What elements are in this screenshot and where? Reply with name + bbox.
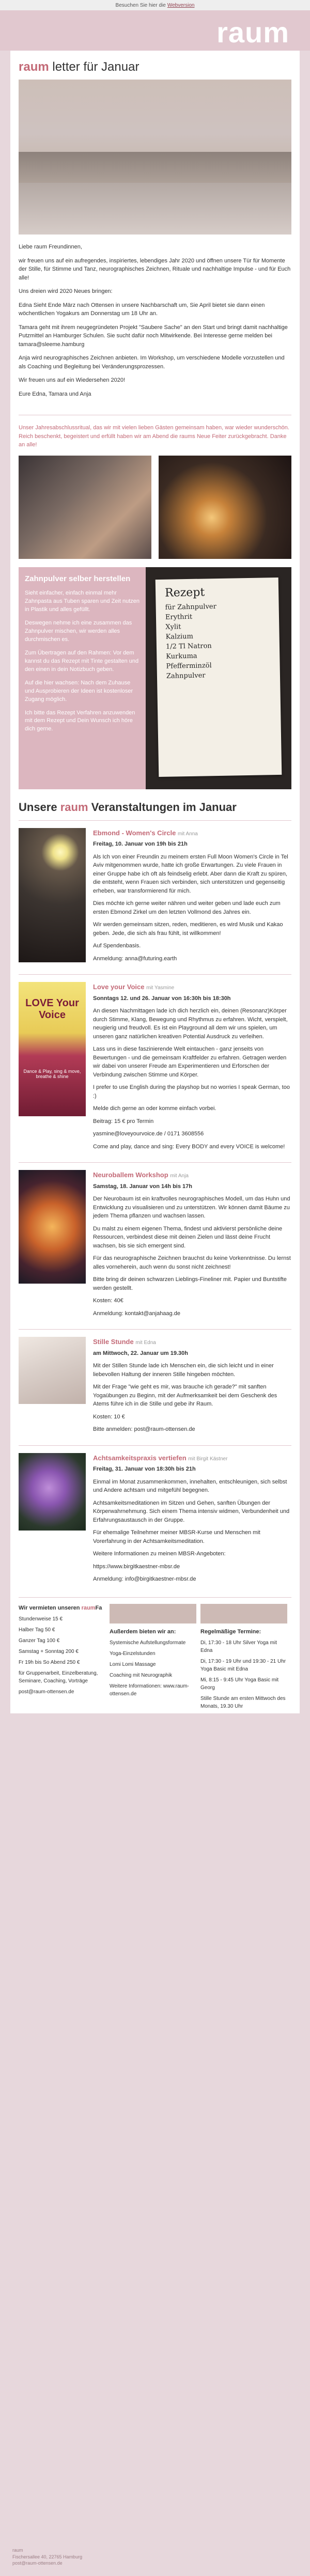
zahnpulver-p3: Zum Übertragen auf den Rahmen: Vor dem kannst du das Rezept mit Tinte gestalten und den einen in dein Notizbuch geben. [25, 649, 139, 673]
intro-p5: Tamara geht mit ihrem neugegründeten Projekt "Saubere Sache" an den Start und bringt damit nachhaltige Putzmittel an Hamburger Schulen. Sie sucht dafür noch Mitwirkende. Bei Interesse gerne melden bei tamara@sleeme.hamburg [19, 324, 288, 348]
event-p: Für das neurographische Zeichnen brauchst du keine Vorkenntnisse. Du lernst alles vorneherein, auch wenn du sonst nicht zeichnest! [93, 1255, 291, 1270]
zahnpulver-heading: Zahnpulver selber herstellen [25, 574, 131, 583]
intro-p2: wir freuen uns auf ein aufregendes, inspiriertes, lebendiges Jahr 2020 und öffnen unsere Tür für Momente der Stille, für Stimme und Tanz, neurographisches Zeichnen, Rituale und nachhaltige Impulse - und für Euch alle! [19, 257, 291, 281]
event-date: Freitag, 31. Januar von 18:30h bis 21h [93, 1466, 196, 1472]
footer-line: Fr 19h bis So Abend 250 € [19, 1660, 80, 1665]
recipe-line: für Zahnpulver [165, 602, 216, 612]
recipe-line: Zahnpulver [166, 671, 206, 680]
event-date: Samstag, 18. Januar von 14h bis 17h [93, 1183, 192, 1190]
header [0, 10, 310, 51]
footer-line: Ganzer Tag 100 € [19, 1638, 60, 1644]
event-p: Weitere Informationen zu meinen MBSR-Angeboten: [93, 1551, 226, 1557]
recipe-line: Xylit [165, 622, 181, 631]
event-p: An diesen Nachmittagen lade ich dich herzlich ein, deinen (Resonanz)Körper durch Stimme, Klang, Bewegung und Rhythmus zu erfahren. Wicht, verspielt, neugierig und freudvoll. Es ist ein Playground all dem wir uns spielen, um unseren ganz natürlichen kreativen Potential Ausdruck zu verleihen. [93, 1008, 288, 1040]
footer-line: Systemische Aufstellungsformate [110, 1640, 186, 1646]
footer-line[interactable]: Weitere Informationen: www.raum-ottensen.de [110, 1683, 189, 1697]
zahnpulver-block [19, 567, 291, 789]
webversion-text: Besuchen Sie hier die [115, 2, 166, 8]
ritual-photos [19, 456, 291, 559]
group-photo [19, 456, 151, 559]
event-p: Lass uns in diese faszinierende Welt eintauchen - ganz jenseits von Bewertungen - und die gemeinsam Kraftfelder zu erfahren. Getragen werden wir dabei von unserer Freude am Experimentieren und Erforschen der Verbindung zwischen Stimme und Körper. [93, 1046, 287, 1078]
footer-line: für Gruppenarbeit, Einzelberatung, Seminare, Coaching, Vorträge [19, 1671, 98, 1684]
bottom-line: Fischersallee 40, 22765 Hamburg [12, 2554, 83, 2559]
zahnpulver-p2: Deswegen nehme ich eine zusammen das Zahnpulver mischen, wir werden alles durchmischen es. [25, 620, 132, 643]
event-p: Einmal im Monat zusammenkommen, innehalten, entschleunigen, sich selbst und Andere achtsam und mitgefühl begegnen. [93, 1478, 287, 1493]
event-signup[interactable]: Anmeldung: anna@futuring.earth [93, 955, 177, 962]
event-link[interactable]: https://www.birgitkaestner-mbsr.de [93, 1563, 180, 1570]
footer-regular-heading: Regelmäßige Termine: [200, 1628, 261, 1635]
footer-rental-heading-pre: Wir vermieten unseren [19, 1604, 82, 1611]
moon-image [19, 828, 86, 962]
bottom-line: raum [12, 2548, 23, 2553]
event-p: Auf Spendenbasis. [93, 943, 141, 949]
recipe-line: Pfefferminzöl [166, 661, 212, 670]
event-title [93, 1337, 291, 1347]
voice-image-sub: Dance & Play, sing & move, breathe & shine [23, 1069, 81, 1079]
flower-image [19, 1453, 86, 1531]
footer-line: Stundenweise 15 € [19, 1616, 63, 1622]
events-heading-pre: Unsere [19, 800, 60, 814]
event-p: Mit der Stillen Stunde lade ich Menschen ein, die sich leicht und in einer liebevollen Haltung der inneren Stille hingeben möchten. [93, 1363, 274, 1378]
event-p: Bitte bring dir deinen schwarzen Lieblings-Fineliner mit. Papier und Buntstifte werden gestellt. [93, 1276, 287, 1291]
event-love-your-voice [19, 974, 291, 1155]
footer-line: Coaching mit Neurographik [110, 1673, 173, 1678]
footer-rental-heading-post: Fa [95, 1604, 102, 1611]
event-title-text: Achtsamkeitspraxis vertiefen [93, 1454, 187, 1462]
webversion-bar [0, 0, 310, 10]
intro-p7: Wir freuen uns auf ein Wiedersehen 2020! [19, 377, 126, 383]
event-title-text: Stille Stunde [93, 1338, 134, 1346]
recipe-card [156, 577, 282, 776]
footer-line: Di, 17:30 - 18 Uhr Silver Yoga mit Edna [200, 1640, 277, 1653]
webversion-link[interactable]: Webversion [167, 2, 195, 8]
recipe-line: Kurkuma [166, 652, 197, 661]
event-price: Beitrag: 15 € pro Termin [93, 1118, 154, 1125]
intro-p1: Liebe raum Freundinnen, [19, 244, 82, 250]
event-contact[interactable]: yasmine@loveyourvoice.de / 0171 3608556 [93, 1131, 204, 1137]
event-date: Sonntags 12. und 26. Januar von 16:30h bis 18:30h [93, 995, 231, 1002]
event-p: I prefer to use English during the playshop but no worries I speak German, too :) [93, 1084, 290, 1099]
footer-rental-heading [19, 1604, 105, 1613]
content-panel [10, 51, 300, 1713]
trees-silhouette [19, 152, 291, 183]
zahnpulver-p4: Auf die hier wachsen: Nach dem Zuhause und Ausprobieren der Ideen ist kostenloser Zugang möglich. [25, 679, 133, 702]
footer-email[interactable]: post@raum-ottensen.de [19, 1689, 74, 1695]
event-host: mit Yasmine [146, 985, 175, 991]
zahnpulver-p1: Sieht einfacher, einfach einmal mehr Zahnpasta aus Tuben sparen und Zeit nutzen in Plastik und alles gefüllt. [25, 590, 140, 613]
event-text [93, 1170, 291, 1322]
event-host: mit Birgit Kästner [188, 1456, 228, 1462]
event-signup[interactable]: Bitte anmelden: post@raum-ottensen.de [93, 1426, 195, 1432]
event-title-text: Love your Voice [93, 983, 145, 991]
event-p: Wir werden gemeinsam sitzen, reden, meditieren, es wird Musik und Kakao geben. Jede, die sich als frau fühlt, ist willkommen! [93, 922, 283, 936]
stille-image [19, 1337, 86, 1404]
event-host: mit Anja [170, 1173, 189, 1179]
event-p: Als Ich von einer Freundin zu meinem ersten Full Moon Women's Circle in Tel Aviv mitgenommen wurde, hatte ich große Erwartungen. Zu viele Frauen in einer Gruppe habe ich oft als feindselig erlebt. Aber dann die Kraft zu spüren, die entsteht, wenn Frauen sich verbinden, sich unterstützen und gegenseitig erheben, war transformierend für mich. [93, 853, 288, 894]
event-host: mit Anna [177, 831, 198, 837]
event-text [93, 1453, 291, 1588]
love-your-voice-image [19, 982, 86, 1116]
zahnpulver-p5: Ich bitte das Rezept Verfahren anzuwenden mit dem Rezept und Dein Wunsch ich höre dich gerne. [25, 709, 135, 732]
lake-reflection [19, 183, 291, 235]
event-signup[interactable]: Anmeldung: kontakt@anjahaag.de [93, 1310, 180, 1317]
footer-regular [200, 1604, 291, 1714]
footer-offers-heading: Außerdem bieten wir an: [110, 1628, 176, 1635]
neuro-image [19, 1170, 86, 1284]
footer-line: Di, 17:30 - 19 Uhr und 19:30 - 21 Uhr Yoga Basic mit Edna [200, 1659, 286, 1672]
events-heading [10, 789, 300, 820]
events-heading-accent: raum [60, 800, 88, 814]
bottom-bar [0, 2540, 310, 2576]
intro-p8: Eure Edna, Tamara und Anja [19, 391, 91, 397]
recipe-card-title: Rezept [164, 585, 205, 600]
hero-landscape-image [19, 80, 291, 235]
voice-image-title: LOVE Your Voice [25, 997, 79, 1021]
event-p: Dies möchte ich gerne weiter nähren und weiter geben und lade euch zum ersten Ebmond Zirkel um den letzten Vollmond des Jahres ein. [93, 900, 281, 915]
event-p: Come and play, dance and sing: Every BODY and every VOICE is welcome! [93, 1143, 285, 1150]
event-p: Melde dich gerne an oder komme einfach vorbei. [93, 1105, 216, 1112]
event-text [93, 982, 291, 1155]
recipe-line: Erythrit [165, 613, 193, 621]
event-title [93, 982, 291, 992]
event-ebmond [19, 820, 291, 967]
footer-photo [200, 1604, 287, 1623]
event-price: Kosten: 10 € [93, 1413, 125, 1420]
footer [19, 1597, 291, 1714]
event-p: Für ehemalige Teilnehmer meiner MBSR-Kurse und Menschen mit Vorerfahrung in der Achtsamkeitsmeditation. [93, 1529, 260, 1544]
event-neuroballem [19, 1162, 291, 1322]
letter-title-accent: raum [19, 60, 49, 74]
intro-p3: Uns dreien wird 2020 Neues bringen: [19, 288, 113, 294]
recipe-line: 1/2 Tl Natron [165, 642, 212, 651]
bottom-address [12, 2547, 82, 2567]
event-p: Der Neurobaum ist ein kraftvolles neurographisches Modell, um das Huhn und Entwicklung zu visualisieren und zu unterstützen. Wir können damit Bäume zu jedem Thema pflanzen und wachsen lassen. [93, 1196, 290, 1219]
raum-logo: raum [216, 16, 289, 49]
event-achtsamkeit [19, 1445, 291, 1588]
event-p: Du malst zu einem eigenen Thema, findest und aktivierst persönliche deine Ressourcen, verbindest diese mit deinen Zielen und lässt deine Frucht wachsen, bis sie sich emergent sind. [93, 1225, 283, 1249]
event-stille-stunde [19, 1329, 291, 1438]
zahnpulver-text [19, 567, 146, 789]
recipe-card-photo [146, 567, 291, 789]
event-title-text: Neuroballem Workshop [93, 1171, 168, 1179]
event-host: mit Edna [135, 1340, 156, 1346]
event-p: Mit der Frage "wie geht es mir, was brauche ich gerade?" mit sanften Yogaübungen zu Beginn, mit der Aufmerksamkeit bei dem Geschenk des Atems führe ich in die Stille und gebe ihr Raum. [93, 1384, 277, 1407]
event-price: Kosten: 40€ [93, 1298, 123, 1304]
footer-photo [110, 1604, 196, 1623]
bottom-line[interactable]: post@raum-ottensen.de [12, 2561, 63, 2566]
recipe-line: Kalzium [165, 632, 194, 641]
intro-p4: Edna Sieht Ende März nach Ottensen in unsere Nachbarschaft um, Sie April bietet sie dann einen wöchentlichen Yogakurs am Donnerstag um 18 Uhr an. [19, 302, 265, 317]
candles-photo [159, 456, 291, 559]
event-p: Achtsamkeitsmeditationen im Sitzen und Gehen, sanften Übungen der Körperwahrnehmung. Sich einem Thema intensiv widmen, Verbundenheit und Erfahrungsaustausch in der Gruppe. [93, 1500, 290, 1523]
event-date: am Mittwoch, 22. Januar um 19.30h [93, 1350, 189, 1356]
footer-rental [19, 1604, 110, 1714]
footer-rental-heading-accent: raum [81, 1604, 96, 1611]
event-title [93, 828, 291, 838]
letter-title [10, 51, 300, 80]
event-text [93, 828, 291, 967]
ritual-quote: Unser Jahresabschlussritual, das wir mit vielen lieben Gästen gemeinsam haben, war wieder wunderschön. Reich beschenkt, begeistert und erfüllt haben wir am Abend die raums Neue Feiter zurückgebracht. Danke an alle! [19, 425, 289, 448]
footer-line: Halber Tag 50 € [19, 1627, 55, 1633]
event-text [93, 1337, 291, 1438]
footer-line: Samstag + Sonntag 200 € [19, 1649, 79, 1654]
footer-line: Lomi Lomi Massage [110, 1662, 156, 1667]
events-heading-post: Veranstaltungen im Januar [88, 800, 237, 814]
event-title-text: Ebmond - Women's Circle [93, 829, 176, 837]
footer-line: Mi, 8:15 - 9:45 Uhr Yoga Basic mit Georg [200, 1677, 279, 1691]
event-title [93, 1170, 291, 1180]
event-signup[interactable]: Anmeldung: info@birgitkaestner-mbsr.de [93, 1576, 196, 1582]
footer-offers [110, 1604, 200, 1714]
intro-text [10, 235, 300, 409]
event-title [93, 1453, 291, 1463]
footer-line: Yoga-Einzelstunden [110, 1651, 156, 1657]
footer-line: Stille Stunde am ersten Mittwoch des Monats, 19.30 Uhr [200, 1696, 286, 1709]
event-date: Freitag, 10. Januar von 19h bis 21h [93, 841, 188, 847]
letter-title-rest: letter für Januar [49, 60, 140, 74]
intro-p6: Anja wird neurographisches Zeichnen anbieten. Im Workshop, um verschiedene Modelle vorzustellen und als Coaching und Begleitung bei Veränderungsprozessen. [19, 355, 285, 370]
